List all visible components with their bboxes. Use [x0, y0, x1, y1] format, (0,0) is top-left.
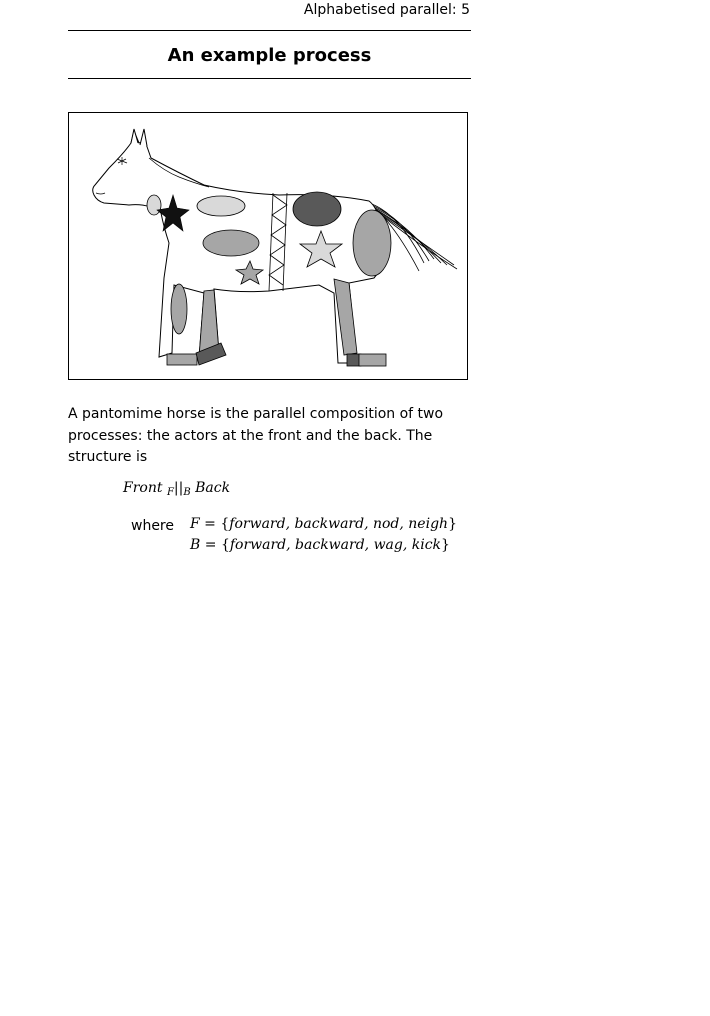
open-brace: { [220, 537, 230, 553]
formula-right: Back [195, 480, 231, 496]
alphabet-F-definition [190, 516, 457, 532]
formula-left: Front [123, 480, 163, 496]
hoof [167, 354, 197, 365]
close-brace: } [448, 516, 457, 532]
formula-parallel-operator: || [173, 480, 184, 496]
patch [171, 284, 187, 334]
patch [203, 230, 259, 256]
alphabet-B-definition [190, 537, 450, 553]
formula-left-sub: F [166, 487, 174, 498]
equals-sign: = [204, 516, 216, 532]
title-bottom-rule [68, 78, 471, 79]
alphabet-B-name: B [190, 537, 201, 553]
alphabet-B-members: forward, backward, wag, kick [229, 537, 442, 553]
section-title: An example process [167, 45, 372, 66]
hoof [359, 354, 386, 366]
composition-formula [123, 480, 230, 498]
formula-right-sub: B [183, 487, 191, 498]
patch [197, 196, 245, 216]
open-brace: { [220, 516, 230, 532]
pantomime-horse-figure [68, 112, 468, 380]
body-paragraph: A pantomime horse is the parallel composition of two processes: the actors at the front and the back. The structure is [68, 406, 444, 465]
alphabet-F-members: forward, backward, nod, neigh [229, 516, 449, 532]
patch [353, 210, 391, 276]
where-label: where [131, 518, 174, 534]
alphabet-F-name: F [190, 516, 200, 532]
close-brace: } [441, 537, 450, 553]
equals-sign: = [204, 537, 217, 553]
pantomime-horse-illustration [69, 113, 467, 379]
patch [147, 195, 161, 215]
running-header: Alphabetised parallel: 5 [303, 2, 470, 18]
title-top-rule [68, 30, 471, 31]
patch [293, 192, 341, 226]
